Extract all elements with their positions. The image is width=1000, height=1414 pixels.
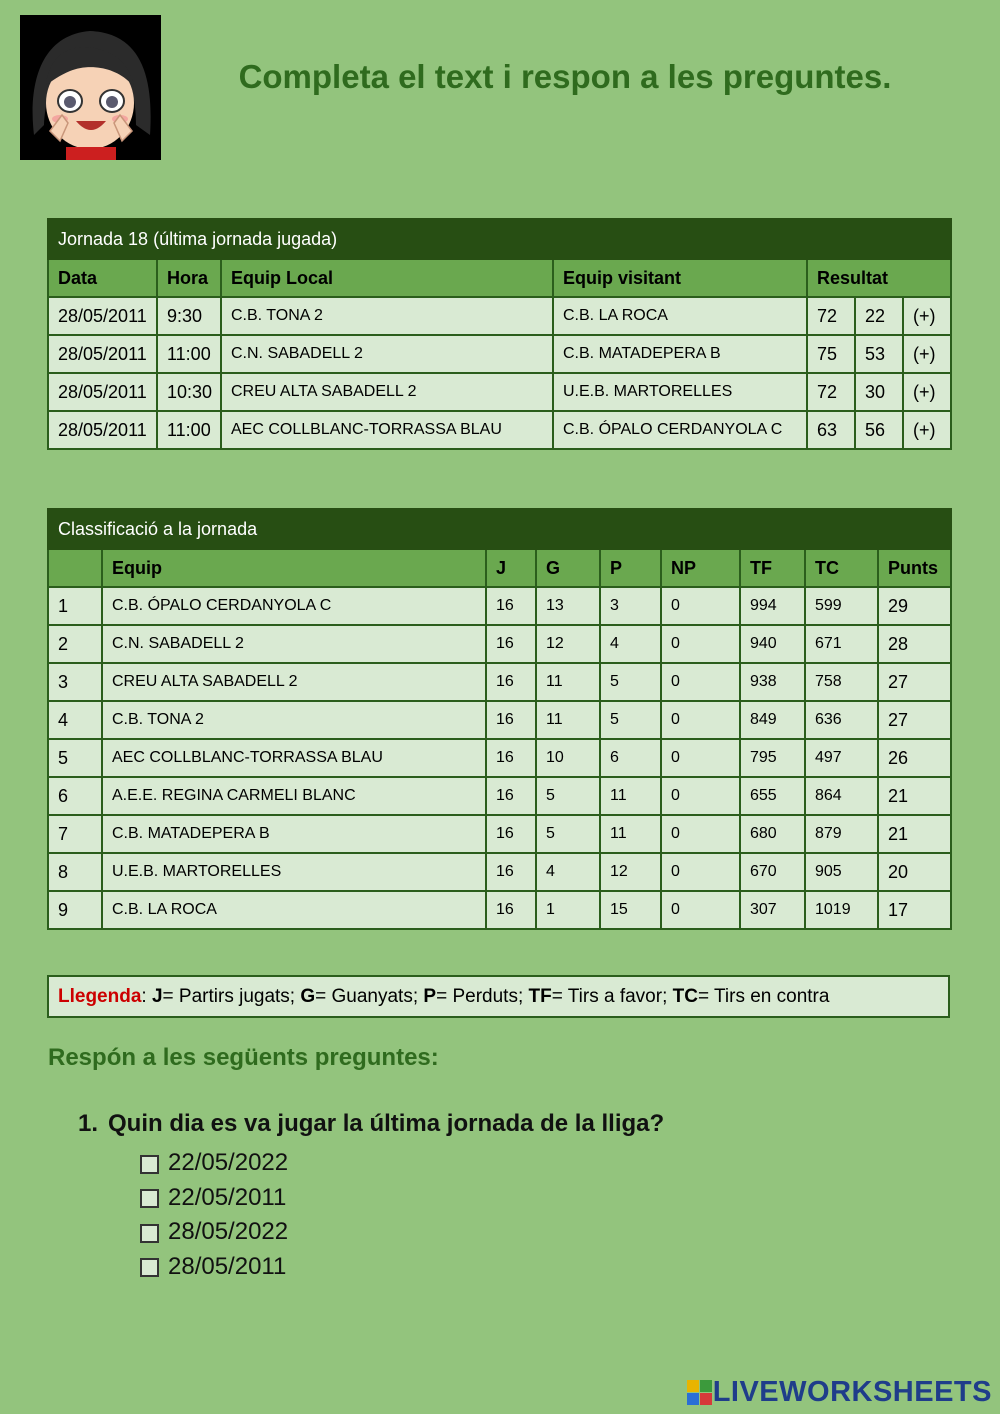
answer-option[interactable] xyxy=(140,1181,288,1216)
table-cell: 30 xyxy=(855,373,903,411)
option-label: 22/05/2011 xyxy=(168,1183,287,1211)
column-header: Resultat xyxy=(807,259,951,297)
matches-caption: Jornada 18 (última jornada jugada) xyxy=(48,219,951,259)
table-cell: 10 xyxy=(536,739,600,777)
question-text: Quin dia es va jugar la última jornada de la lliga? xyxy=(108,1110,665,1137)
table-cell: 1 xyxy=(536,891,600,929)
table-cell: U.E.B. MARTORELLES xyxy=(553,373,807,411)
table-cell: 29 xyxy=(878,587,951,625)
table-cell: (+) xyxy=(903,411,951,449)
table-row xyxy=(48,853,951,891)
table-cell: 3 xyxy=(600,587,661,625)
table-cell: 10:30 xyxy=(157,373,221,411)
table-cell: 6 xyxy=(48,777,102,815)
standings-caption: Classificació a la jornada xyxy=(48,509,951,549)
table-cell: C.B. ÓPALO CERDANYOLA C xyxy=(553,411,807,449)
checkbox-icon[interactable] xyxy=(140,1258,159,1277)
standings-table xyxy=(47,508,952,930)
legend-key: TF xyxy=(528,986,552,1007)
brand-name: LIVEWORKSHEETS xyxy=(712,1376,992,1408)
table-cell: 940 xyxy=(740,625,805,663)
table-cell: 0 xyxy=(661,625,740,663)
table-cell: 26 xyxy=(878,739,951,777)
page-title: Completa el text i respon a les preguntes. xyxy=(238,58,892,95)
table-cell: 16 xyxy=(486,625,536,663)
checkbox-icon[interactable] xyxy=(140,1189,159,1208)
legend-key: J xyxy=(151,986,163,1007)
table-cell: 938 xyxy=(740,663,805,701)
table-cell: 27 xyxy=(878,701,951,739)
table-cell: 22 xyxy=(855,297,903,335)
checkbox-icon[interactable] xyxy=(140,1155,159,1174)
table-cell: 795 xyxy=(740,739,805,777)
column-header: J xyxy=(486,549,536,587)
legend-key: P xyxy=(423,986,437,1007)
table-cell: 4 xyxy=(48,701,102,739)
table-cell: 17 xyxy=(878,891,951,929)
column-header: P xyxy=(600,549,661,587)
table-row xyxy=(48,373,951,411)
table-cell: 0 xyxy=(661,663,740,701)
table-cell: 8 xyxy=(48,853,102,891)
table-cell: 16 xyxy=(486,815,536,853)
table-cell: C.B. MATADEPERA B xyxy=(553,335,807,373)
column-header: NP xyxy=(661,549,740,587)
table-row xyxy=(48,663,951,701)
table-cell: 6 xyxy=(600,739,661,777)
table-cell: 16 xyxy=(486,663,536,701)
table-cell: 1 xyxy=(48,587,102,625)
table-row xyxy=(48,297,951,335)
table-row xyxy=(48,411,951,449)
table-cell: 1019 xyxy=(805,891,878,929)
legend-text: = Tirs en contra xyxy=(697,986,830,1007)
table-cell: 11:00 xyxy=(157,335,221,373)
table-cell: 72 xyxy=(807,373,855,411)
option-label: 22/05/2022 xyxy=(168,1149,289,1177)
table-cell: 12 xyxy=(600,853,661,891)
table-cell: (+) xyxy=(903,297,951,335)
table-cell: C.B. ÓPALO CERDANYOLA C xyxy=(102,587,486,625)
table-cell: 636 xyxy=(805,701,878,739)
table-cell: 307 xyxy=(740,891,805,929)
table-cell: 28/05/2011 xyxy=(48,297,157,335)
table-cell: 680 xyxy=(740,815,805,853)
table-cell: 53 xyxy=(855,335,903,373)
table-cell: 27 xyxy=(878,663,951,701)
table-cell: CREU ALTA SABADELL 2 xyxy=(221,373,553,411)
table-cell: A.E.E. REGINA CARMELI BLANC xyxy=(102,777,486,815)
table-cell: 0 xyxy=(661,587,740,625)
table-cell: 11 xyxy=(536,701,600,739)
legend-text: = Partirs jugats; xyxy=(162,986,301,1007)
table-cell: 879 xyxy=(805,815,878,853)
column-header: Equip xyxy=(102,549,486,587)
table-cell: 5 xyxy=(600,701,661,739)
table-row xyxy=(48,777,951,815)
table-cell: 16 xyxy=(486,739,536,777)
table-cell: 9 xyxy=(48,891,102,929)
table-cell: 28/05/2011 xyxy=(48,373,157,411)
column-header xyxy=(48,549,102,587)
table-cell: 15 xyxy=(600,891,661,929)
table-cell: AEC COLLBLANC-TORRASSA BLAU xyxy=(221,411,553,449)
table-cell: 20 xyxy=(878,853,951,891)
column-header: Equip Local xyxy=(221,259,553,297)
table-cell: 2 xyxy=(48,625,102,663)
table-cell: 11 xyxy=(600,815,661,853)
table-row xyxy=(48,335,951,373)
legend-label: Llegenda xyxy=(58,986,142,1007)
column-header: Data xyxy=(48,259,157,297)
table-cell: 0 xyxy=(661,853,740,891)
column-header: Hora xyxy=(157,259,221,297)
questions-heading: Respón a les següents preguntes: xyxy=(48,1044,439,1071)
question-number: 1. xyxy=(78,1110,99,1137)
checkbox-icon[interactable] xyxy=(140,1224,159,1243)
avatar-girl-icon xyxy=(20,15,161,160)
table-cell: 758 xyxy=(805,663,878,701)
table-row xyxy=(48,815,951,853)
table-cell: 9:30 xyxy=(157,297,221,335)
table-cell: AEC COLLBLANC-TORRASSA BLAU xyxy=(102,739,486,777)
table-cell: 3 xyxy=(48,663,102,701)
option-label: 28/05/2011 xyxy=(168,1252,287,1280)
table-cell: C.N. SABADELL 2 xyxy=(102,625,486,663)
table-cell: (+) xyxy=(903,373,951,411)
avatar xyxy=(20,15,161,160)
table-cell: 599 xyxy=(805,587,878,625)
table-cell: C.B. LA ROCA xyxy=(102,891,486,929)
table-cell: 655 xyxy=(740,777,805,815)
table-cell: C.B. LA ROCA xyxy=(553,297,807,335)
table-cell: 849 xyxy=(740,701,805,739)
table-cell: 16 xyxy=(486,587,536,625)
liveworksheets-logo-icon xyxy=(687,1380,713,1406)
table-cell: 75 xyxy=(807,335,855,373)
answer-option[interactable] xyxy=(140,1250,288,1285)
liveworksheets-logo xyxy=(687,1376,992,1409)
table-cell: 16 xyxy=(486,853,536,891)
table-cell: 16 xyxy=(486,777,536,815)
legend-key: TC xyxy=(672,986,698,1007)
table-cell: 28/05/2011 xyxy=(48,335,157,373)
table-cell: 7 xyxy=(48,815,102,853)
table-row xyxy=(48,701,951,739)
table-cell: 11 xyxy=(600,777,661,815)
table-cell: 11:00 xyxy=(157,411,221,449)
answer-options xyxy=(140,1146,288,1284)
table-cell: 0 xyxy=(661,815,740,853)
table-row xyxy=(48,625,951,663)
table-cell: 11 xyxy=(536,663,600,701)
answer-option[interactable] xyxy=(140,1215,288,1250)
table-cell: 4 xyxy=(600,625,661,663)
table-cell: 0 xyxy=(661,777,740,815)
table-cell: CREU ALTA SABADELL 2 xyxy=(102,663,486,701)
table-cell: 21 xyxy=(878,815,951,853)
table-cell: C.B. TONA 2 xyxy=(221,297,553,335)
table-cell: 670 xyxy=(740,853,805,891)
table-cell: 16 xyxy=(486,891,536,929)
table-cell: 5 xyxy=(48,739,102,777)
table-cell: 63 xyxy=(807,411,855,449)
table-cell: 497 xyxy=(805,739,878,777)
table-cell: 671 xyxy=(805,625,878,663)
table-cell: 21 xyxy=(878,777,951,815)
legend: Llegenda: J= Partirs jugats; G= Guanyats; P= Perduts; TF= Tirs a favor; TC= Tirs en contra xyxy=(47,975,950,1018)
table-cell: 0 xyxy=(661,701,740,739)
table-cell: 5 xyxy=(536,777,600,815)
table-cell: 994 xyxy=(740,587,805,625)
table-cell: 13 xyxy=(536,587,600,625)
table-cell: 5 xyxy=(536,815,600,853)
table-cell: C.B. MATADEPERA B xyxy=(102,815,486,853)
table-cell: 72 xyxy=(807,297,855,335)
column-header: TC xyxy=(805,549,878,587)
table-cell: 5 xyxy=(600,663,661,701)
table-cell: 56 xyxy=(855,411,903,449)
column-header: G xyxy=(536,549,600,587)
option-label: 28/05/2022 xyxy=(168,1218,289,1246)
table-cell: 12 xyxy=(536,625,600,663)
column-header: TF xyxy=(740,549,805,587)
table-cell: C.B. TONA 2 xyxy=(102,701,486,739)
column-header: Equip visitant xyxy=(553,259,807,297)
question-1 xyxy=(78,1110,664,1138)
legend-key: G xyxy=(300,986,316,1007)
table-cell: 16 xyxy=(486,701,536,739)
legend-text: = Tirs a favor; xyxy=(551,986,673,1007)
table-cell: 864 xyxy=(805,777,878,815)
legend-text: = Guanyats; xyxy=(315,986,424,1007)
table-cell: 905 xyxy=(805,853,878,891)
table-cell: 28 xyxy=(878,625,951,663)
table-cell: 0 xyxy=(661,891,740,929)
table-cell: U.E.B. MARTORELLES xyxy=(102,853,486,891)
matches-table xyxy=(47,218,952,450)
column-header: Punts xyxy=(878,549,951,587)
table-row xyxy=(48,891,951,929)
table-row xyxy=(48,739,951,777)
table-cell: 4 xyxy=(536,853,600,891)
table-cell: (+) xyxy=(903,335,951,373)
table-row xyxy=(48,587,951,625)
answer-option[interactable] xyxy=(140,1146,288,1181)
table-cell: 28/05/2011 xyxy=(48,411,157,449)
legend-text: = Perduts; xyxy=(436,986,529,1007)
table-cell: 0 xyxy=(661,739,740,777)
table-cell: C.N. SABADELL 2 xyxy=(221,335,553,373)
